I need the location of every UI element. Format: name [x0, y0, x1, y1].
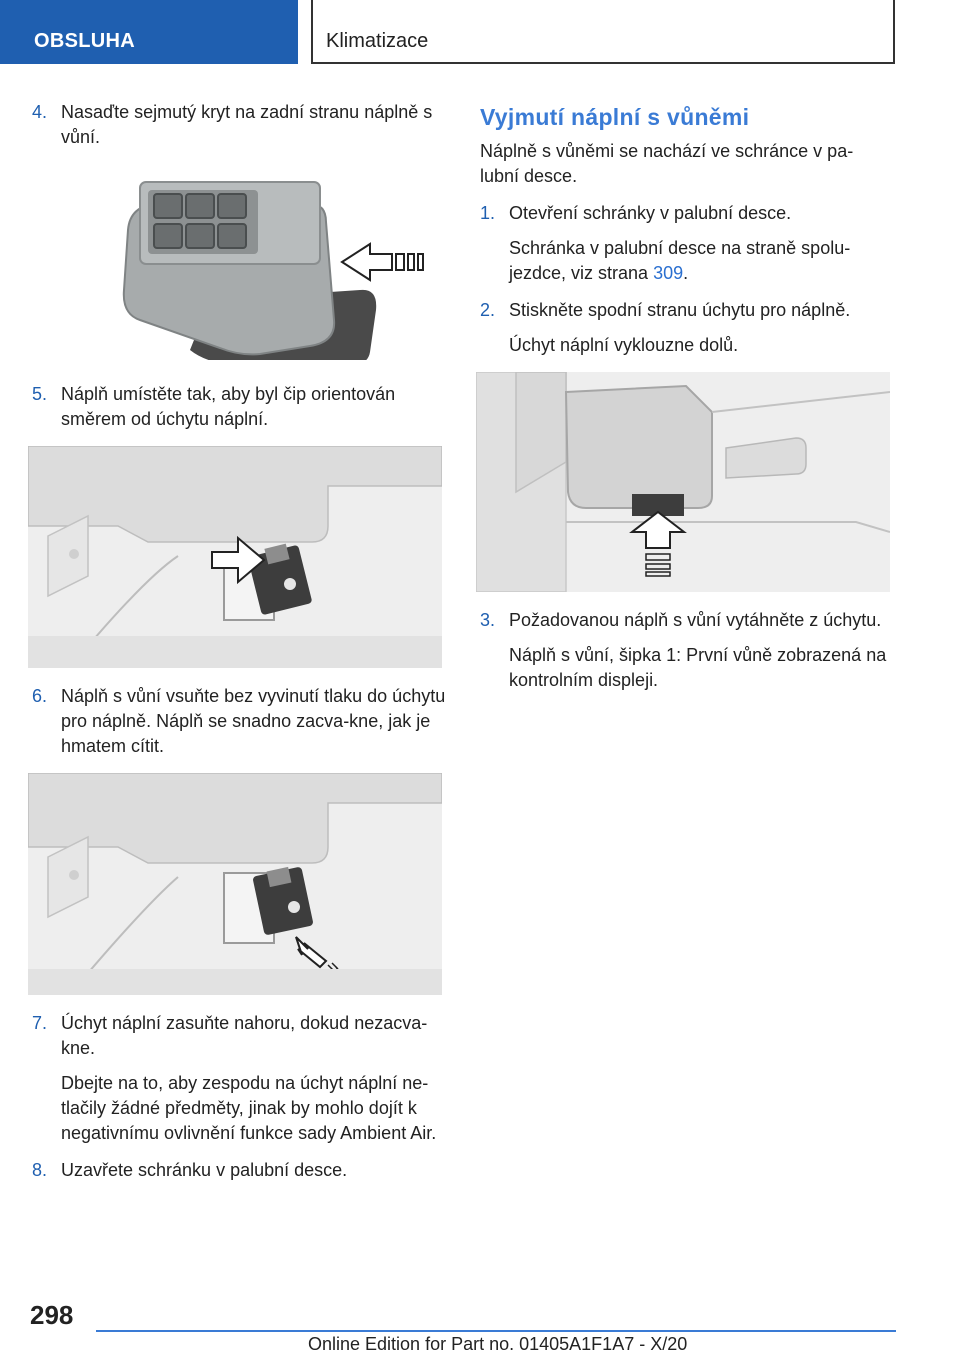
- step-text: Náplň s vůní vsuňte bez vyvinutí tlaku do úchytu pro náplně. Náplň se snadno zacva‐kne, jak je hmatem cítit.: [61, 686, 446, 756]
- step-number: 6.: [32, 686, 48, 706]
- step-number: 7.: [32, 1013, 48, 1033]
- step-6: [30, 684, 446, 759]
- step-number: 4.: [32, 102, 48, 122]
- section-heading: Vyjmutí náplní s vůněmi: [480, 104, 750, 130]
- step-3: [478, 608, 892, 693]
- step-note: Úchyt náplní vyklouzne dolů.: [509, 335, 739, 355]
- page-reference-link[interactable]: 309: [653, 263, 684, 283]
- step-text: Otevření schránky v palubní desce.: [509, 203, 792, 223]
- section-intro: Náplně s vůněmi se nachází ve schránce v pa‐lubní desce.: [480, 141, 854, 186]
- step-note-end: .: [683, 263, 689, 283]
- step-8: [30, 1158, 446, 1183]
- cartridge-insert-illustration: [28, 773, 442, 995]
- step-number: 5.: [32, 384, 48, 404]
- step-7: [30, 1011, 446, 1146]
- step-number: 1.: [480, 203, 496, 223]
- figure-cartridge-insert: [28, 773, 442, 995]
- step-text: Nasaďte sejmutý kryt na zadní stranu náplně s vůní.: [61, 102, 433, 147]
- step-note-text: Schránka v palubní desce na straně spolu‐jezdce, viz strana: [509, 238, 851, 283]
- figure-holder-release: [476, 372, 890, 592]
- step-number: 3.: [480, 610, 496, 630]
- cartridge-cover-illustration: [30, 170, 444, 360]
- right-column: [478, 100, 892, 705]
- step-text: Stiskněte spodní stranu úchytu pro náplně.: [509, 300, 851, 320]
- cartridge-orientation-illustration: [28, 446, 442, 668]
- step-note: Dbejte na to, aby zespodu na úchyt náplní ne‐tlačily žádné předměty, jinak by mohlo dojít k negativnímu ovlivnění funkce sady Ambient Air.: [61, 1073, 437, 1143]
- chapter-title: OBSLUHA: [34, 30, 135, 52]
- step-2: [478, 298, 892, 358]
- step-note: Náplň s vůní, šipka 1: První vůně zobrazená na kontrolním displeji.: [509, 645, 887, 690]
- step-5: [30, 382, 446, 432]
- step-number: 2.: [480, 300, 496, 320]
- step-text: Uzavřete schránku v palubní desce.: [61, 1160, 348, 1180]
- edition-footer: Online Edition for Part no. 01405A1F1A7 - X/20: [308, 1334, 688, 1354]
- footer-rule: [96, 1330, 896, 1332]
- left-column: [30, 100, 446, 1195]
- step-text: Požadovanou náplň s vůní vytáhněte z úchytu.: [509, 610, 882, 630]
- figure-cartridge-cover: [30, 170, 444, 360]
- step-text: Úchyt náplní zasuňte nahoru, dokud nezacva‐kne.: [61, 1013, 428, 1058]
- holder-release-illustration: [476, 372, 890, 592]
- step-1: [478, 201, 892, 286]
- step-note: [509, 236, 892, 286]
- figure-cartridge-orientation: [28, 446, 442, 668]
- step-text: Náplň umístěte tak, aby byl čip orientován směrem od úchytu náplní.: [61, 384, 396, 429]
- section-title: Klimatizace: [326, 30, 429, 52]
- step-4: [30, 100, 446, 150]
- page-number: 298: [30, 1300, 74, 1330]
- chapter-tab: [0, 0, 298, 64]
- step-number: 8.: [32, 1160, 48, 1180]
